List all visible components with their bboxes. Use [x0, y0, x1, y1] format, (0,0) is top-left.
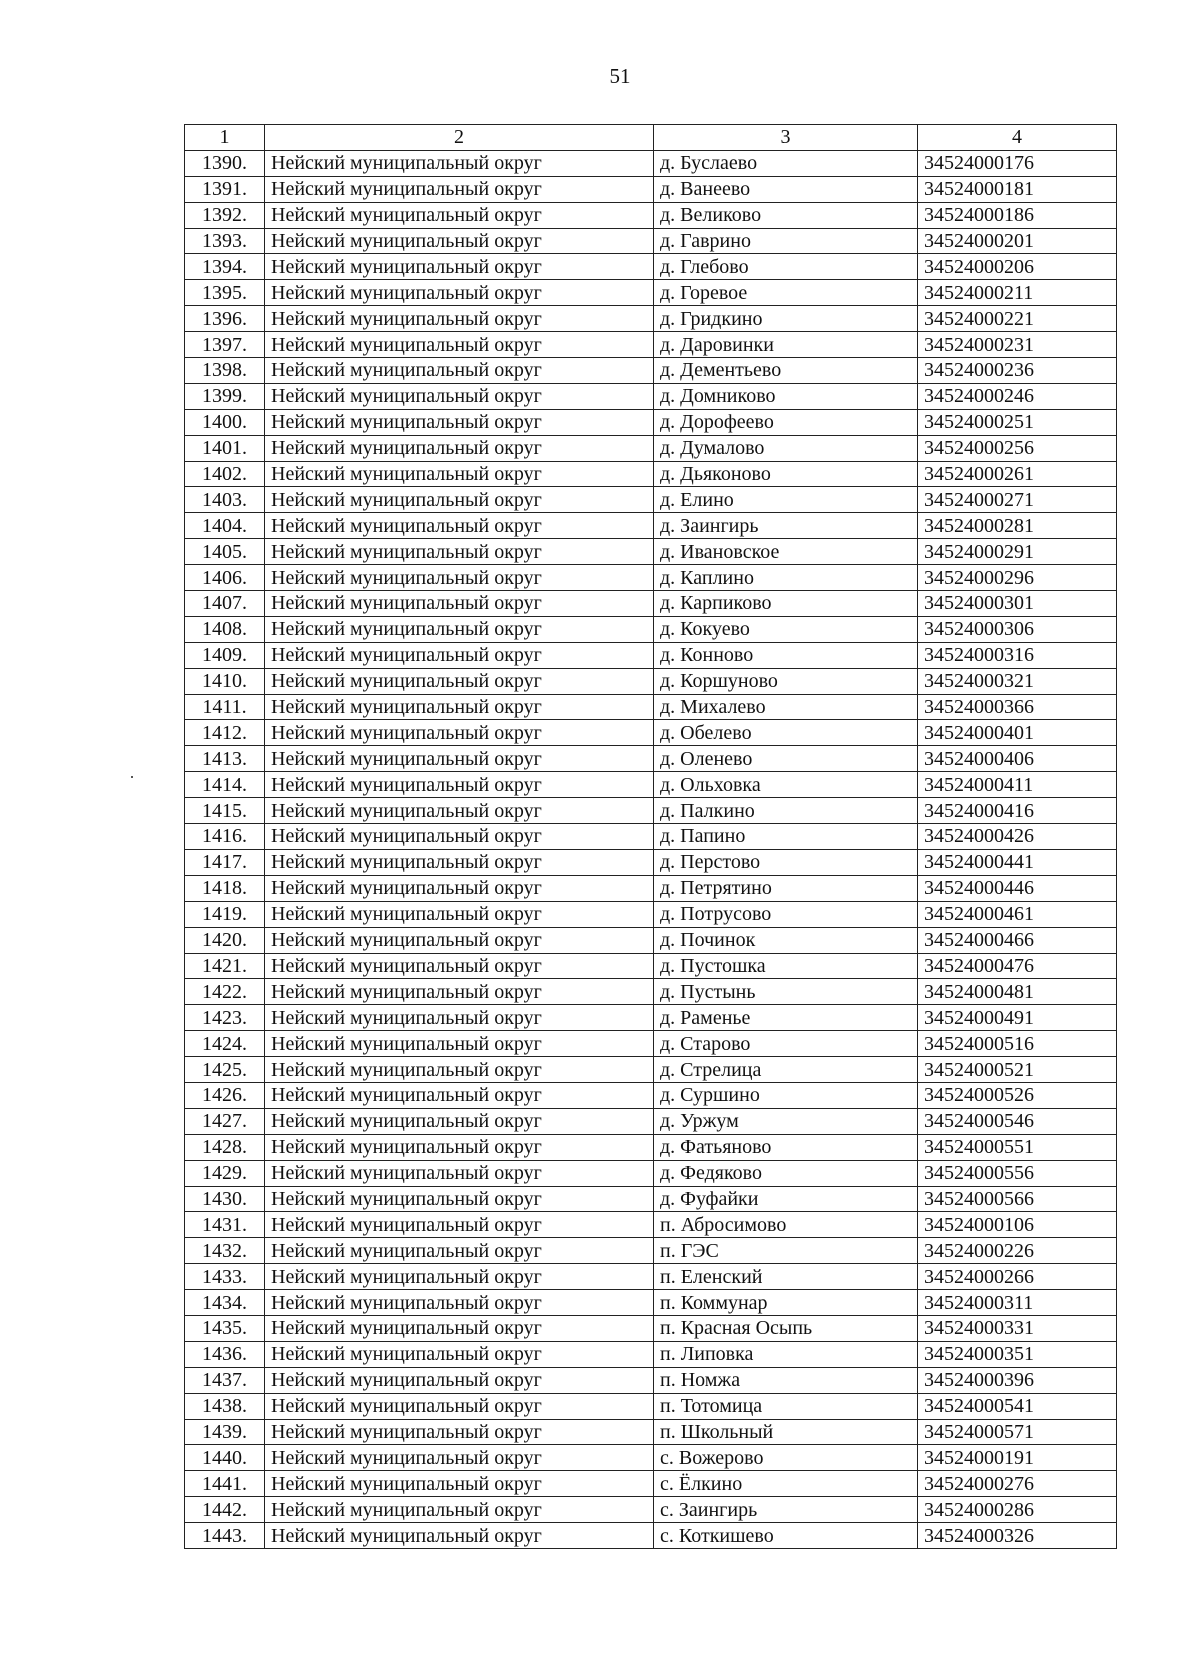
table-body: [185, 150, 1117, 1548]
table-row: [185, 1523, 1117, 1549]
municipality-name: Нейский муниципальный округ: [265, 306, 654, 332]
oktmo-code: 34524000441: [918, 849, 1117, 875]
settlement-name: п. Коммунар: [654, 1290, 918, 1316]
oktmo-code: 34524000411: [918, 772, 1117, 798]
table-row: [185, 1497, 1117, 1523]
settlement-name: д. Ивановское: [654, 539, 918, 565]
row-number: 1442.: [185, 1497, 265, 1523]
table-row: [185, 539, 1117, 565]
settlement-name: д. Федяково: [654, 1160, 918, 1186]
municipality-name: Нейский муниципальный округ: [265, 1445, 654, 1471]
row-number: 1426.: [185, 1082, 265, 1108]
oktmo-code: 34524000271: [918, 487, 1117, 513]
row-number: 1430.: [185, 1186, 265, 1212]
oktmo-code: 34524000261: [918, 461, 1117, 487]
row-number: 1396.: [185, 306, 265, 332]
row-number: 1428.: [185, 1134, 265, 1160]
oktmo-code: 34524000406: [918, 746, 1117, 772]
settlement-name: п. Еленский: [654, 1264, 918, 1290]
table-row: [185, 1341, 1117, 1367]
row-number: 1401.: [185, 435, 265, 461]
settlement-name: д. Пустынь: [654, 979, 918, 1005]
table-row: [185, 720, 1117, 746]
row-number: 1403.: [185, 487, 265, 513]
municipality-name: Нейский муниципальный округ: [265, 383, 654, 409]
settlement-name: д. Коршуново: [654, 668, 918, 694]
table-row: [185, 513, 1117, 539]
row-number: 1429.: [185, 1160, 265, 1186]
row-number: 1402.: [185, 461, 265, 487]
settlement-name: д. Карпиково: [654, 591, 918, 617]
table-row: [185, 409, 1117, 435]
municipality-name: Нейский муниципальный округ: [265, 616, 654, 642]
oktmo-code: 34524000326: [918, 1523, 1117, 1549]
settlement-name: п. Номжа: [654, 1367, 918, 1393]
row-number: 1439.: [185, 1419, 265, 1445]
oktmo-code: 34524000396: [918, 1367, 1117, 1393]
oktmo-code: 34524000211: [918, 280, 1117, 306]
settlement-name: д. Буслаево: [654, 150, 918, 176]
row-number: 1416.: [185, 824, 265, 850]
oktmo-code: 34524000296: [918, 565, 1117, 591]
table-row: [185, 1471, 1117, 1497]
settlement-name: п. Красная Осыпь: [654, 1315, 918, 1341]
municipality-name: Нейский муниципальный округ: [265, 694, 654, 720]
settlement-name: с. Вожерово: [654, 1445, 918, 1471]
municipality-name: Нейский муниципальный округ: [265, 539, 654, 565]
settlement-name: д. Уржум: [654, 1108, 918, 1134]
table-row: [185, 1186, 1117, 1212]
table-row: [185, 280, 1117, 306]
table-row: [185, 383, 1117, 409]
row-number: 1408.: [185, 616, 265, 642]
row-number: 1437.: [185, 1367, 265, 1393]
settlement-name: п. ГЭС: [654, 1238, 918, 1264]
settlement-name: д. Домниково: [654, 383, 918, 409]
table-row: [185, 1238, 1117, 1264]
oktmo-code: 34524000301: [918, 591, 1117, 617]
settlement-name: д. Фатьяново: [654, 1134, 918, 1160]
oktmo-code: 34524000286: [918, 1497, 1117, 1523]
table-row: [185, 1393, 1117, 1419]
row-number: 1407.: [185, 591, 265, 617]
settlement-name: д. Ванеево: [654, 176, 918, 202]
oktmo-code: 34524000516: [918, 1031, 1117, 1057]
oktmo-code: 34524000466: [918, 927, 1117, 953]
oktmo-code: 34524000491: [918, 1005, 1117, 1031]
municipality-name: Нейский муниципальный округ: [265, 1160, 654, 1186]
oktmo-code: 34524000526: [918, 1082, 1117, 1108]
row-number: 1421.: [185, 953, 265, 979]
municipality-name: Нейский муниципальный округ: [265, 1315, 654, 1341]
municipality-name: Нейский муниципальный округ: [265, 202, 654, 228]
settlements-table: [184, 124, 1117, 1549]
table-row: [185, 642, 1117, 668]
municipality-name: Нейский муниципальный округ: [265, 979, 654, 1005]
oktmo-code: 34524000221: [918, 306, 1117, 332]
oktmo-code: 34524000266: [918, 1264, 1117, 1290]
settlement-name: с. Заингирь: [654, 1497, 918, 1523]
settlement-name: д. Старово: [654, 1031, 918, 1057]
row-number: 1406.: [185, 565, 265, 591]
column-header-code: 4: [918, 125, 1117, 151]
municipality-name: Нейский муниципальный округ: [265, 798, 654, 824]
table-row: [185, 616, 1117, 642]
municipality-name: Нейский муниципальный округ: [265, 409, 654, 435]
table-row: [185, 487, 1117, 513]
municipality-name: Нейский муниципальный округ: [265, 461, 654, 487]
oktmo-code: 34524000566: [918, 1186, 1117, 1212]
municipality-name: Нейский муниципальный округ: [265, 1264, 654, 1290]
municipality-name: Нейский муниципальный округ: [265, 1367, 654, 1393]
table-row: [185, 824, 1117, 850]
table-row: [185, 1160, 1117, 1186]
table-row: [185, 1290, 1117, 1316]
settlement-name: д. Кокуево: [654, 616, 918, 642]
oktmo-code: 34524000481: [918, 979, 1117, 1005]
oktmo-code: 34524000556: [918, 1160, 1117, 1186]
oktmo-code: 34524000226: [918, 1238, 1117, 1264]
table-row: [185, 979, 1117, 1005]
table-row: [185, 254, 1117, 280]
row-number: 1400.: [185, 409, 265, 435]
municipality-name: Нейский муниципальный округ: [265, 1238, 654, 1264]
table-row: [185, 565, 1117, 591]
municipality-name: Нейский муниципальный округ: [265, 1108, 654, 1134]
row-number: 1431.: [185, 1212, 265, 1238]
table-row: [185, 1367, 1117, 1393]
settlement-name: д. Обелево: [654, 720, 918, 746]
municipality-name: Нейский муниципальный округ: [265, 1082, 654, 1108]
settlement-name: д. Оленево: [654, 746, 918, 772]
municipality-name: Нейский муниципальный округ: [265, 228, 654, 254]
settlement-name: п. Абросимово: [654, 1212, 918, 1238]
table-row: [185, 150, 1117, 176]
municipality-name: Нейский муниципальный округ: [265, 1523, 654, 1549]
column-header-number: 1: [185, 125, 265, 151]
oktmo-code: 34524000231: [918, 332, 1117, 358]
row-number: 1398.: [185, 358, 265, 384]
oktmo-code: 34524000176: [918, 150, 1117, 176]
municipality-name: Нейский муниципальный округ: [265, 332, 654, 358]
row-number: 1425.: [185, 1057, 265, 1083]
table-row: [185, 435, 1117, 461]
oktmo-code: 34524000366: [918, 694, 1117, 720]
row-number: 1390.: [185, 150, 265, 176]
settlement-name: д. Гаврино: [654, 228, 918, 254]
table-row: [185, 1134, 1117, 1160]
table-row: [185, 772, 1117, 798]
settlement-name: д. Стрелица: [654, 1057, 918, 1083]
settlement-name: д. Фуфайки: [654, 1186, 918, 1212]
settlement-name: д. Заингирь: [654, 513, 918, 539]
row-number: 1395.: [185, 280, 265, 306]
row-number: 1434.: [185, 1290, 265, 1316]
oktmo-code: 34524000331: [918, 1315, 1117, 1341]
oktmo-code: 34524000186: [918, 202, 1117, 228]
row-number: 1441.: [185, 1471, 265, 1497]
oktmo-code: 34524000201: [918, 228, 1117, 254]
table-row: [185, 1264, 1117, 1290]
oktmo-code: 34524000476: [918, 953, 1117, 979]
row-number: 1411.: [185, 694, 265, 720]
settlement-name: д. Папино: [654, 824, 918, 850]
row-number: 1443.: [185, 1523, 265, 1549]
oktmo-code: 34524000551: [918, 1134, 1117, 1160]
municipality-name: Нейский муниципальный округ: [265, 1497, 654, 1523]
row-number: 1415.: [185, 798, 265, 824]
settlement-name: д. Елино: [654, 487, 918, 513]
row-number: 1436.: [185, 1341, 265, 1367]
oktmo-code: 34524000236: [918, 358, 1117, 384]
settlement-name: д. Ольховка: [654, 772, 918, 798]
settlement-name: д. Глебово: [654, 254, 918, 280]
municipality-name: Нейский муниципальный округ: [265, 1186, 654, 1212]
municipality-name: Нейский муниципальный округ: [265, 150, 654, 176]
row-number: 1414.: [185, 772, 265, 798]
oktmo-code: 34524000276: [918, 1471, 1117, 1497]
row-number: 1391.: [185, 176, 265, 202]
row-number: 1393.: [185, 228, 265, 254]
table-row: [185, 901, 1117, 927]
table-header-row: [185, 125, 1117, 151]
row-number: 1440.: [185, 1445, 265, 1471]
table-row: [185, 668, 1117, 694]
settlement-name: д. Палкино: [654, 798, 918, 824]
municipality-name: Нейский муниципальный округ: [265, 849, 654, 875]
settlement-name: д. Раменье: [654, 1005, 918, 1031]
row-number: 1413.: [185, 746, 265, 772]
row-number: 1404.: [185, 513, 265, 539]
table-row: [185, 176, 1117, 202]
row-number: 1409.: [185, 642, 265, 668]
table-row: [185, 927, 1117, 953]
municipality-name: Нейский муниципальный округ: [265, 591, 654, 617]
table-row: [185, 1031, 1117, 1057]
table-row: [185, 1005, 1117, 1031]
municipality-name: Нейский муниципальный округ: [265, 720, 654, 746]
row-number: 1433.: [185, 1264, 265, 1290]
municipality-name: Нейский муниципальный округ: [265, 1471, 654, 1497]
municipality-name: Нейский муниципальный округ: [265, 1341, 654, 1367]
oktmo-code: 34524000541: [918, 1393, 1117, 1419]
oktmo-code: 34524000521: [918, 1057, 1117, 1083]
row-number: 1432.: [185, 1238, 265, 1264]
row-number: 1392.: [185, 202, 265, 228]
column-header-municipality: 2: [265, 125, 654, 151]
oktmo-code: 34524000351: [918, 1341, 1117, 1367]
row-number: 1399.: [185, 383, 265, 409]
settlement-name: д. Гридкино: [654, 306, 918, 332]
municipality-name: Нейский муниципальный округ: [265, 1005, 654, 1031]
oktmo-code: 34524000191: [918, 1445, 1117, 1471]
municipality-name: Нейский муниципальный округ: [265, 1393, 654, 1419]
municipality-name: Нейский муниципальный округ: [265, 1290, 654, 1316]
settlement-name: д. Горевое: [654, 280, 918, 306]
table-row: [185, 306, 1117, 332]
oktmo-code: 34524000256: [918, 435, 1117, 461]
municipality-name: Нейский муниципальный округ: [265, 824, 654, 850]
settlement-name: д. Дементьево: [654, 358, 918, 384]
oktmo-code: 34524000571: [918, 1419, 1117, 1445]
settlement-name: д. Думалово: [654, 435, 918, 461]
table-row: [185, 746, 1117, 772]
row-number: 1418.: [185, 875, 265, 901]
row-number: 1424.: [185, 1031, 265, 1057]
row-number: 1427.: [185, 1108, 265, 1134]
settlement-name: п. Тотомица: [654, 1393, 918, 1419]
row-number: 1438.: [185, 1393, 265, 1419]
settlement-name: п. Школьный: [654, 1419, 918, 1445]
table-row: [185, 1108, 1117, 1134]
settlement-name: д. Суршино: [654, 1082, 918, 1108]
municipality-name: Нейский муниципальный округ: [265, 280, 654, 306]
settlement-name: с. Коткишево: [654, 1523, 918, 1549]
oktmo-code: 34524000446: [918, 875, 1117, 901]
table-row: [185, 875, 1117, 901]
table-row: [185, 461, 1117, 487]
oktmo-code: 34524000401: [918, 720, 1117, 746]
municipality-name: Нейский муниципальный округ: [265, 953, 654, 979]
settlement-name: д. Пустошка: [654, 953, 918, 979]
table-row: [185, 1445, 1117, 1471]
settlement-name: д. Потрусово: [654, 901, 918, 927]
settlement-name: д. Михалево: [654, 694, 918, 720]
municipality-name: Нейский муниципальный округ: [265, 513, 654, 539]
municipality-name: Нейский муниципальный округ: [265, 1057, 654, 1083]
oktmo-code: 34524000426: [918, 824, 1117, 850]
settlement-name: д. Починок: [654, 927, 918, 953]
municipality-name: Нейский муниципальный округ: [265, 668, 654, 694]
municipality-name: Нейский муниципальный округ: [265, 565, 654, 591]
row-number: 1423.: [185, 1005, 265, 1031]
municipality-name: Нейский муниципальный округ: [265, 875, 654, 901]
row-number: 1397.: [185, 332, 265, 358]
oktmo-code: 34524000546: [918, 1108, 1117, 1134]
page-number: 51: [609, 64, 631, 88]
oktmo-code: 34524000416: [918, 798, 1117, 824]
settlement-name: с. Ёлкино: [654, 1471, 918, 1497]
municipality-name: Нейский муниципальный округ: [265, 176, 654, 202]
scan-speck: [131, 776, 133, 778]
row-number: 1412.: [185, 720, 265, 746]
oktmo-code: 34524000306: [918, 616, 1117, 642]
oktmo-code: 34524000461: [918, 901, 1117, 927]
settlement-name: д. Петрятино: [654, 875, 918, 901]
column-header-settlement: 3: [654, 125, 918, 151]
row-number: 1420.: [185, 927, 265, 953]
oktmo-code: 34524000251: [918, 409, 1117, 435]
table-row: [185, 228, 1117, 254]
row-number: 1410.: [185, 668, 265, 694]
oktmo-code: 34524000281: [918, 513, 1117, 539]
settlement-name: д. Дьяконово: [654, 461, 918, 487]
municipality-name: Нейский муниципальный округ: [265, 901, 654, 927]
table-row: [185, 1082, 1117, 1108]
municipality-name: Нейский муниципальный округ: [265, 254, 654, 280]
municipality-name: Нейский муниципальный округ: [265, 358, 654, 384]
municipality-name: Нейский муниципальный округ: [265, 642, 654, 668]
settlement-name: п. Липовка: [654, 1341, 918, 1367]
table-row: [185, 1057, 1117, 1083]
oktmo-code: 34524000206: [918, 254, 1117, 280]
table-row: [185, 694, 1117, 720]
municipality-name: Нейский муниципальный округ: [265, 1031, 654, 1057]
table-row: [185, 1212, 1117, 1238]
settlement-name: д. Конново: [654, 642, 918, 668]
municipality-name: Нейский муниципальный округ: [265, 746, 654, 772]
table-row: [185, 591, 1117, 617]
table-row: [185, 332, 1117, 358]
oktmo-code: 34524000291: [918, 539, 1117, 565]
oktmo-code: 34524000106: [918, 1212, 1117, 1238]
table-row: [185, 1315, 1117, 1341]
table-row: [185, 1419, 1117, 1445]
row-number: 1419.: [185, 901, 265, 927]
row-number: 1405.: [185, 539, 265, 565]
settlement-name: д. Дорофеево: [654, 409, 918, 435]
settlement-name: д. Даровинки: [654, 332, 918, 358]
municipality-name: Нейский муниципальный округ: [265, 435, 654, 461]
table-row: [185, 358, 1117, 384]
municipality-name: Нейский муниципальный округ: [265, 927, 654, 953]
municipality-name: Нейский муниципальный округ: [265, 1419, 654, 1445]
row-number: 1417.: [185, 849, 265, 875]
oktmo-code: 34524000246: [918, 383, 1117, 409]
municipality-name: Нейский муниципальный округ: [265, 772, 654, 798]
municipality-name: Нейский муниципальный округ: [265, 1212, 654, 1238]
row-number: 1394.: [185, 254, 265, 280]
oktmo-code: 34524000311: [918, 1290, 1117, 1316]
oktmo-code: 34524000321: [918, 668, 1117, 694]
municipality-name: Нейский муниципальный округ: [265, 487, 654, 513]
municipality-name: Нейский муниципальный округ: [265, 1134, 654, 1160]
settlement-name: д. Перстово: [654, 849, 918, 875]
table-row: [185, 953, 1117, 979]
row-number: 1422.: [185, 979, 265, 1005]
table-row: [185, 798, 1117, 824]
oktmo-code: 34524000181: [918, 176, 1117, 202]
settlement-name: д. Каплино: [654, 565, 918, 591]
table-row: [185, 202, 1117, 228]
oktmo-code: 34524000316: [918, 642, 1117, 668]
row-number: 1435.: [185, 1315, 265, 1341]
settlement-name: д. Великово: [654, 202, 918, 228]
table-row: [185, 849, 1117, 875]
